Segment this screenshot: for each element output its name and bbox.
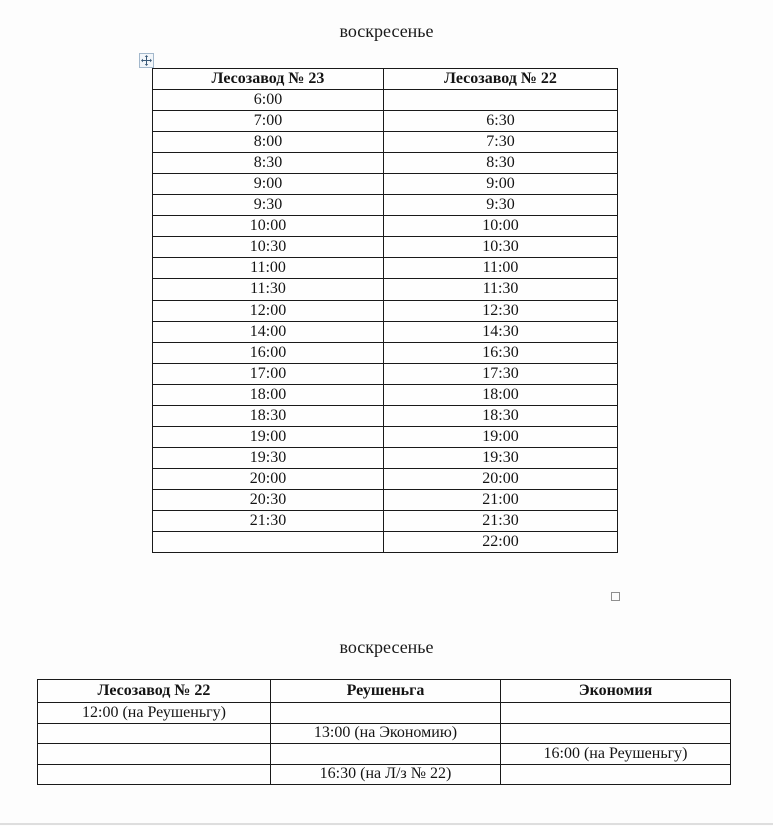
time-cell	[153, 532, 384, 553]
time-cell: 12:00	[153, 300, 384, 321]
table-row	[153, 174, 618, 195]
time-cell: 20:00	[384, 468, 618, 489]
time-cell: 9:00	[384, 174, 618, 195]
time-cell: 9:30	[384, 195, 618, 216]
time-cell: 9:00	[153, 174, 384, 195]
table-row	[153, 532, 618, 553]
time-cell: 11:00	[384, 258, 618, 279]
time-cell: 18:00	[384, 384, 618, 405]
time-cell: 7:00	[153, 111, 384, 132]
time-cell: 19:30	[153, 447, 384, 468]
time-cell: 13:00 (на Экономию)	[271, 723, 501, 744]
table-row	[153, 132, 618, 153]
time-cell: 18:00	[153, 384, 384, 405]
time-cell: 8:30	[384, 153, 618, 174]
column-header: Лесозавод № 22	[38, 680, 271, 703]
table-row	[153, 489, 618, 510]
section2-title: воскресенье	[339, 637, 434, 657]
table-row	[153, 237, 618, 258]
time-cell: 8:00	[153, 132, 384, 153]
table-row	[38, 703, 731, 724]
schedule-table-sunday-lesozavod	[152, 68, 618, 553]
table-row	[153, 195, 618, 216]
column-header: Лесозавод № 22	[384, 69, 618, 90]
time-cell: 18:30	[384, 405, 618, 426]
column-header: Экономия	[501, 680, 731, 703]
time-cell: 16:30 (на Л/з № 22)	[271, 764, 501, 785]
table-row	[38, 723, 731, 744]
time-cell: 16:00	[153, 342, 384, 363]
table-row	[153, 111, 618, 132]
table-row	[153, 321, 618, 342]
time-cell: 19:30	[384, 447, 618, 468]
time-cell: 14:30	[384, 321, 618, 342]
table-row	[153, 405, 618, 426]
table-row	[38, 744, 731, 765]
time-cell: 17:00	[153, 363, 384, 384]
time-cell: 6:00	[153, 90, 384, 111]
time-cell	[501, 703, 731, 724]
time-cell: 16:00 (на Реушеньгу)	[501, 744, 731, 765]
table-row	[153, 90, 618, 111]
header-row	[38, 680, 731, 703]
time-cell	[384, 90, 618, 111]
time-cell: 11:30	[384, 279, 618, 300]
time-cell: 18:30	[153, 405, 384, 426]
table-row	[153, 300, 618, 321]
time-cell: 11:30	[153, 279, 384, 300]
page-edge-divider	[0, 823, 773, 825]
time-cell: 10:00	[384, 216, 618, 237]
column-header: Лесозавод № 23	[153, 69, 384, 90]
time-cell: 12:30	[384, 300, 618, 321]
time-cell: 10:30	[153, 237, 384, 258]
column-header: Реушеньга	[271, 680, 501, 703]
time-cell	[271, 744, 501, 765]
time-cell: 9:30	[153, 195, 384, 216]
time-cell: 19:00	[384, 426, 618, 447]
table-row	[153, 279, 618, 300]
time-cell: 10:00	[153, 216, 384, 237]
table-row	[153, 216, 618, 237]
time-cell: 11:00	[153, 258, 384, 279]
time-cell: 14:00	[153, 321, 384, 342]
time-cell	[501, 723, 731, 744]
table-row	[153, 468, 618, 489]
table-row	[153, 510, 618, 531]
table-resize-handle-icon[interactable]	[611, 592, 620, 601]
table-move-handle-icon[interactable]	[139, 53, 154, 68]
time-cell: 21:30	[384, 510, 618, 531]
time-cell: 10:30	[384, 237, 618, 258]
time-cell: 21:00	[384, 489, 618, 510]
time-cell: 12:00 (на Реушеньгу)	[38, 703, 271, 724]
time-cell	[38, 744, 271, 765]
time-cell: 20:00	[153, 468, 384, 489]
table-row	[153, 342, 618, 363]
time-cell: 6:30	[384, 111, 618, 132]
four-arrows-icon	[141, 55, 152, 66]
section1-title: воскресенье	[339, 21, 434, 41]
table-row	[153, 384, 618, 405]
time-cell	[271, 703, 501, 724]
time-cell: 20:30	[153, 489, 384, 510]
time-cell	[38, 764, 271, 785]
table-row	[153, 426, 618, 447]
time-cell: 7:30	[384, 132, 618, 153]
time-cell: 17:30	[384, 363, 618, 384]
time-cell: 21:30	[153, 510, 384, 531]
schedule-table-sunday-reushenga-ekonomiya	[37, 679, 731, 785]
table-row	[153, 153, 618, 174]
table-row	[38, 764, 731, 785]
time-cell: 19:00	[153, 426, 384, 447]
table-row	[153, 363, 618, 384]
header-row	[153, 69, 618, 90]
time-cell: 16:30	[384, 342, 618, 363]
time-cell	[38, 723, 271, 744]
table-row	[153, 258, 618, 279]
time-cell: 8:30	[153, 153, 384, 174]
time-cell: 22:00	[384, 532, 618, 553]
table-row	[153, 447, 618, 468]
time-cell	[501, 764, 731, 785]
